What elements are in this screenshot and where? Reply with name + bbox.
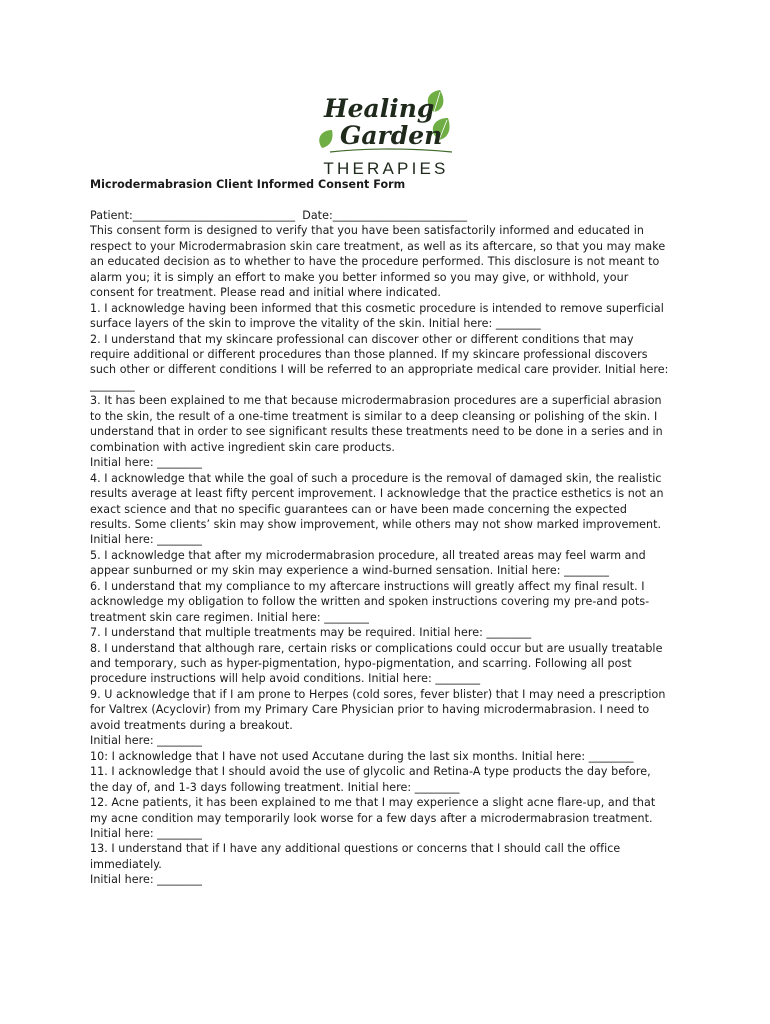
consent-form xyxy=(90,177,685,888)
form-line: 1. I acknowledge having been informed that this cosmetic procedure is intended to remove superficial xyxy=(90,301,664,315)
form-line: ________ xyxy=(90,378,135,392)
healing-garden-logo xyxy=(316,90,456,178)
form-line: the day of, and 1-3 days following treatment. Initial here: ________ xyxy=(90,780,460,794)
form-line: Initial here: ________ xyxy=(90,734,202,748)
logo-wordmark-healing: Healing xyxy=(324,94,435,123)
form-body xyxy=(90,208,685,888)
form-line: consent for treatment. Please read and initial where indicated. xyxy=(90,286,442,300)
form-line: such other or different conditions I will be referred to an appropriate medical care provider. Initial here: xyxy=(90,363,669,377)
form-line: 3. It has been explained to me that because microdermabrasion procedures are a superficial abrasion xyxy=(90,394,662,408)
form-line: 12. Acne patients, it has been explained to me that I may experience a slight acne flare-up, and that xyxy=(90,796,656,810)
form-line: appear sunburned or my skin may experience a wind-burned sensation. Initial here: ________ xyxy=(90,564,609,578)
form-line: acknowledge my obligation to follow the written and spoken instructions covering my pre-and pots- xyxy=(90,595,650,609)
form-line: 13. I understand that if I have any additional questions or concerns that I should call the office xyxy=(90,842,621,856)
form-line: results. Some clients’ skin may show improvement, while others may not show marked improvement. xyxy=(90,517,662,531)
form-line: 9. U acknowledge that if I am prone to Herpes (cold sores, fever blister) that I may need a prescription xyxy=(90,687,666,701)
form-line: surface layers of the skin to improve the vitality of the skin. Initial here: ________ xyxy=(90,317,541,331)
leaf-icon xyxy=(319,130,332,148)
form-line: procedure instructions will help avoid conditions. Initial here: ________ xyxy=(90,672,481,686)
form-line: my acne condition may temporarily look worse for a few days after a microdermabrasion treatment. xyxy=(90,811,653,825)
form-line: Initial here: ________ xyxy=(90,873,202,887)
form-line: 8. I understand that although rare, certain risks or complications could occur but are usually treatable xyxy=(90,641,663,655)
form-line: 7. I understand that multiple treatments may be required. Initial here: ________ xyxy=(90,626,532,640)
form-line: to the skin, the result of a one-time treatment is similar to a deep cleansing or polishing of the skin. I xyxy=(90,409,658,423)
form-line: alarm you; it is simply an effort to make you better informed so you may give, or withhold, your xyxy=(90,270,629,284)
form-line: 5. I acknowledge that after my microdermabrasion procedure, all treated areas may feel warm and xyxy=(90,548,646,562)
form-line: Patient:_____________________________ Date:________________________ xyxy=(90,208,468,222)
form-title: Microdermabrasion Client Informed Consent Form xyxy=(90,178,406,191)
form-line: an educated decision as to whether to have the procedure performed. This disclosure is not meant to xyxy=(90,255,660,269)
form-line: This consent form is designed to verify that you have been satisfactorily informed and educated in xyxy=(90,224,644,238)
form-line: for Valtrex (Acyclovir) from my Primary Care Physician prior to having microdermabrasion. I need to xyxy=(90,703,650,717)
form-line: Initial here: ________ xyxy=(90,456,202,470)
form-line: treatment skin care regimen. Initial here: ________ xyxy=(90,610,369,624)
form-line: exact science and that no specific guarantees can or have been made concerning the expected xyxy=(90,502,627,516)
form-line: Initial here: ________ xyxy=(90,533,202,547)
form-line: combination with active ingredient skin care products. xyxy=(90,440,395,454)
logo-wordmark-garden: Garden xyxy=(340,121,443,150)
form-line: respect to your Microdermabrasion skin care treatment, as well as its aftercare, so that you may make xyxy=(90,239,666,253)
form-line: and temporary, such as hyper-pigmentation, hypo-pigmentation, and scarring. Following all post xyxy=(90,657,632,671)
form-line: results average at least fifty percent improvement. I acknowledge that the practice esthetics is not an xyxy=(90,487,664,501)
form-line: understand that in order to see significant results these treatments need to be done in a series and in xyxy=(90,425,663,439)
spacer xyxy=(90,192,685,207)
form-line: 10: I acknowledge that I have not used Accutane during the last six months. Initial here: ________ xyxy=(90,749,634,763)
form-line: 6. I understand that my compliance to my aftercare instructions will greatly affect my final result. I xyxy=(90,579,645,593)
form-line: immediately. xyxy=(90,857,162,871)
form-line: Initial here: ________ xyxy=(90,827,202,841)
form-line: require additional or different procedures than those planned. If my skincare professional discovers xyxy=(90,347,648,361)
form-line: 11. I acknowledge that I should avoid the use of glycolic and Retina-A type products the day before, xyxy=(90,765,651,779)
form-line: 4. I acknowledge that while the goal of such a procedure is the removal of damaged skin, the realistic xyxy=(90,471,662,485)
logo-wordmark-therapies: THERAPIES xyxy=(323,159,449,178)
form-line: avoid treatments during a breakout. xyxy=(90,718,293,732)
form-line: 2. I understand that my skincare professional can discover other or different conditions that may xyxy=(90,332,634,346)
